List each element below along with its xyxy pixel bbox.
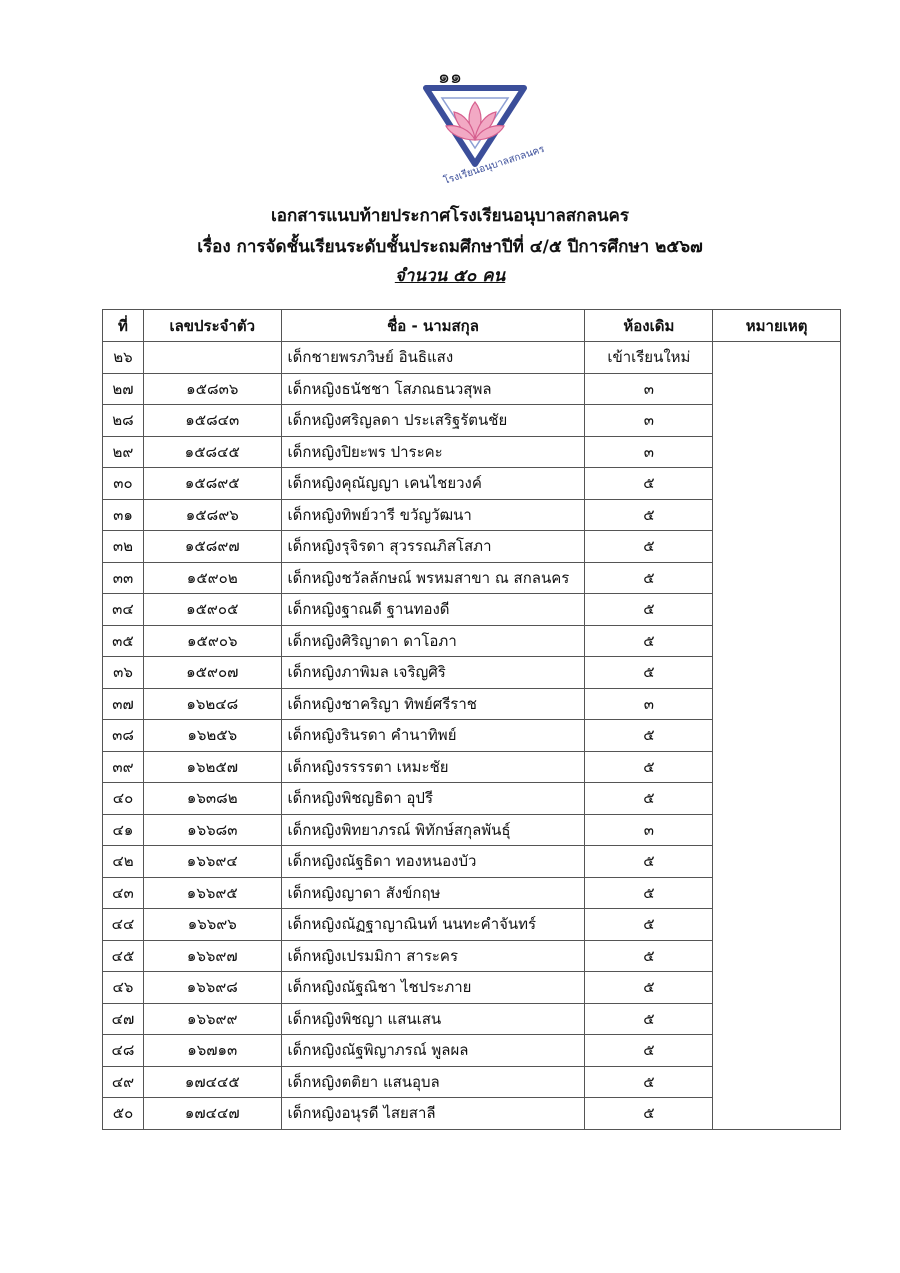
page-number: ๑๑: [437, 66, 463, 88]
previous-room: ๕: [585, 972, 713, 1004]
row-number: ๒๘: [103, 405, 144, 437]
student-name: เด็กหญิงรุจิรดา สุวรรณภิสโสภา: [281, 531, 585, 563]
row-number: ๓๐: [103, 468, 144, 500]
student-name: เด็กหญิงศิริญาดา ดาโอภา: [281, 625, 585, 657]
student-id: ๑๖๗๑๓: [143, 1035, 281, 1067]
student-count: จำนวน ๕๐ คน: [394, 266, 506, 286]
previous-room: ๕: [585, 468, 713, 500]
student-id: ๑๗๔๔๕: [143, 1066, 281, 1098]
student-name: เด็กหญิงชาคริญา ทิพย์ศรีราช: [281, 688, 585, 720]
row-number: ๔๑: [103, 814, 144, 846]
logo-caption: โรงเรียนอนุบาลสกลนคร: [442, 143, 546, 187]
student-id: ๑๕๘๓๖: [143, 373, 281, 405]
student-id: ๑๖๖๙๙: [143, 1003, 281, 1035]
student-id: ๑๕๙๐๖: [143, 625, 281, 657]
previous-room: ๕: [585, 720, 713, 752]
row-number: ๔๐: [103, 783, 144, 815]
row-number: ๔๔: [103, 909, 144, 941]
previous-room: ๓: [585, 436, 713, 468]
student-name: เด็กหญิงคุณัญญา เคนไชยวงค์: [281, 468, 585, 500]
student-name: เด็กหญิงญาดา สังข์กฤษ: [281, 877, 585, 909]
previous-room: ๕: [585, 783, 713, 815]
student-id: ๑๖๖๙๕: [143, 877, 281, 909]
header-previous-room: ห้องเดิม: [585, 310, 713, 342]
student-name: เด็กหญิงตติยา แสนอุบล: [281, 1066, 585, 1098]
previous-room: ๕: [585, 625, 713, 657]
student-name: เด็กหญิงณัฐพิญาภรณ์ พูลผล: [281, 1035, 585, 1067]
previous-room: ๕: [585, 1035, 713, 1067]
student-roster-table: [102, 309, 841, 1130]
student-id: ๑๖๓๘๒: [143, 783, 281, 815]
student-id: ๑๕๘๔๓: [143, 405, 281, 437]
student-id: ๑๕๙๐๕: [143, 594, 281, 626]
student-id: ๑๖๒๔๘: [143, 688, 281, 720]
remarks-cell: [713, 342, 841, 1130]
student-name: เด็กหญิงรรรรตา เหมะชัย: [281, 751, 585, 783]
student-id: ๑๖๖๙๔: [143, 846, 281, 878]
student-name: เด็กหญิงณัฐณิชา ไชประภาย: [281, 972, 585, 1004]
student-id: ๑๖๖๙๗: [143, 940, 281, 972]
row-number: ๓๖: [103, 657, 144, 689]
header-remarks: หมายเหตุ: [713, 310, 841, 342]
table-header-row: [103, 310, 841, 342]
row-number: ๔๘: [103, 1035, 144, 1067]
student-name: เด็กหญิงปิยะพร ปาระคะ: [281, 436, 585, 468]
row-number: ๓๒: [103, 531, 144, 563]
previous-room: ๕: [585, 909, 713, 941]
row-number: ๔๖: [103, 972, 144, 1004]
row-number: ๕๐: [103, 1098, 144, 1130]
previous-room: ๕: [585, 1098, 713, 1130]
student-name: เด็กหญิงธนัชชา โสภณธนวสุพล: [281, 373, 585, 405]
student-id: [143, 342, 281, 374]
student-name: เด็กหญิงอนุรดี ไสยสาลี: [281, 1098, 585, 1130]
student-name: เด็กหญิงภาพิมล เจริญศิริ: [281, 657, 585, 689]
student-id: ๑๕๘๙๗: [143, 531, 281, 563]
lotus-icon: [446, 102, 504, 140]
previous-room: ๕: [585, 940, 713, 972]
row-number: ๒๗: [103, 373, 144, 405]
previous-room: ๓: [585, 814, 713, 846]
student-name: เด็กหญิงเปรมมิกา สาระคร: [281, 940, 585, 972]
student-name: เด็กหญิงศริญลดา ประเสริฐรัตนชัย: [281, 405, 585, 437]
student-id: ๑๗๔๔๗: [143, 1098, 281, 1130]
row-number: ๓๙: [103, 751, 144, 783]
row-number: ๓๔: [103, 594, 144, 626]
row-number: ๒๖: [103, 342, 144, 374]
previous-room: เข้าเรียนใหม่: [585, 342, 713, 374]
student-id: ๑๕๙๐๗: [143, 657, 281, 689]
previous-room: ๕: [585, 846, 713, 878]
previous-room: ๓: [585, 688, 713, 720]
header-student-id: เลขประจำตัว: [143, 310, 281, 342]
student-id: ๑๕๙๐๒: [143, 562, 281, 594]
row-number: ๓๓: [103, 562, 144, 594]
student-id: ๑๖๒๕๖: [143, 720, 281, 752]
document-title: เอกสารแนบท้ายประกาศโรงเรียนอนุบาลสกลนคร: [270, 206, 629, 226]
header-no: ที่: [103, 310, 144, 342]
previous-room: ๕: [585, 562, 713, 594]
row-number: ๔๙: [103, 1066, 144, 1098]
student-name: เด็กหญิงฐาณดี ฐานทองดี: [281, 594, 585, 626]
svg-text:โรงเรียนอนุบาลสกลนคร: [442, 142, 547, 187]
row-number: ๓๑: [103, 499, 144, 531]
student-name: เด็กหญิงณัฐธิดา ทองหนองบัว: [281, 846, 585, 878]
previous-room: ๕: [585, 594, 713, 626]
row-number: ๔๗: [103, 1003, 144, 1035]
previous-room: ๕: [585, 657, 713, 689]
student-name: เด็กหญิงรินรดา คำนาทิพย์: [281, 720, 585, 752]
previous-room: ๕: [585, 499, 713, 531]
previous-room: ๕: [585, 1066, 713, 1098]
previous-room: ๕: [585, 1003, 713, 1035]
student-id: ๑๕๘๙๕: [143, 468, 281, 500]
student-id: ๑๖๖๙๖: [143, 909, 281, 941]
row-number: ๔๓: [103, 877, 144, 909]
student-name: เด็กชายพรภวิษย์ อินธิแสง: [281, 342, 585, 374]
row-number: ๓๘: [103, 720, 144, 752]
student-name: เด็กหญิงชวัลลักษณ์ พรหมสาขา ณ สกลนคร: [281, 562, 585, 594]
document-subject: เรื่อง การจัดชั้นเรียนระดับชั้นประถมศึกษาปีที่ ๔/๕ ปีการศึกษา ๒๕๖๗: [197, 237, 703, 257]
table-row: [103, 342, 841, 374]
table-body: [103, 342, 841, 1130]
row-number: ๔๒: [103, 846, 144, 878]
previous-room: ๓: [585, 405, 713, 437]
previous-room: ๕: [585, 751, 713, 783]
student-name: เด็กหญิงทิพย์วารี ขวัญวัฒนา: [281, 499, 585, 531]
student-id: ๑๖๖๘๓: [143, 814, 281, 846]
student-name: เด็กหญิงพิชญธิดา อุปรี: [281, 783, 585, 815]
student-id: ๑๕๘๙๖: [143, 499, 281, 531]
lotus-triangle-emblem-icon: [420, 84, 546, 187]
previous-room: ๕: [585, 877, 713, 909]
row-number: ๓๕: [103, 625, 144, 657]
student-name: เด็กหญิงณัฏฐาญาณินท์ นนทะคำจันทร์: [281, 909, 585, 941]
student-name: เด็กหญิงพิทยาภรณ์ พิทักษ์สกุลพันธุ์: [281, 814, 585, 846]
previous-room: ๓: [585, 373, 713, 405]
row-number: ๔๕: [103, 940, 144, 972]
header-full-name: ชื่อ - นามสกุล: [281, 310, 585, 342]
student-name: เด็กหญิงพิชญา แสนเสน: [281, 1003, 585, 1035]
student-id: ๑๖๖๙๘: [143, 972, 281, 1004]
previous-room: ๕: [585, 531, 713, 563]
student-id: ๑๖๒๕๗: [143, 751, 281, 783]
row-number: ๒๙: [103, 436, 144, 468]
row-number: ๓๗: [103, 688, 144, 720]
student-id: ๑๕๘๔๕: [143, 436, 281, 468]
